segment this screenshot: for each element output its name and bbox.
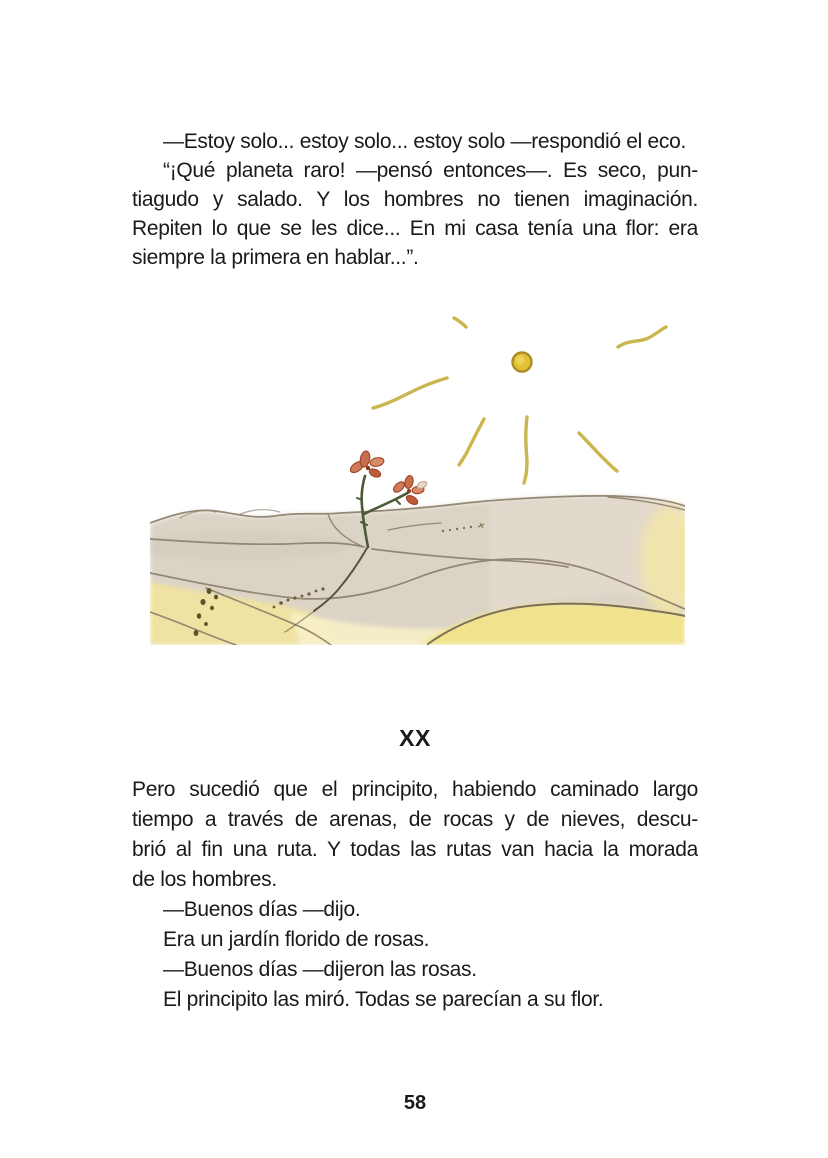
text-line: tiempo a través de arenas, de rocas y de nieves, descu- — [132, 808, 698, 831]
sun-ray-sw — [459, 419, 484, 465]
sun-ray-ne-long — [618, 327, 666, 347]
page-number: 58 — [403, 1092, 427, 1114]
text-line: —Buenos días —dijo. — [163, 898, 361, 921]
desert-illustration — [150, 310, 685, 645]
sun-rays — [373, 318, 666, 483]
text-line: Pero sucedió que el principito, habiendo caminado largo — [132, 778, 698, 801]
sun-ray-west-long — [373, 378, 447, 408]
desert-illustration-svg — [150, 310, 685, 645]
text-line: de los hombres. — [132, 868, 277, 891]
chapter-heading: XX — [399, 725, 431, 751]
paragraph-chapter-20 — [132, 775, 698, 1015]
paragraph-echo — [132, 127, 698, 272]
text-line: “¡Qué planeta raro! —pensó entonces—. Es seco, pun- — [163, 159, 698, 182]
text-line: Repiten lo que se les dice... En mi casa tenía una flor: era — [132, 217, 698, 240]
sun — [513, 353, 532, 372]
sun-ray-south — [524, 417, 527, 483]
sun-ray-se — [579, 433, 617, 471]
ridge-bump-2 — [238, 510, 280, 515]
text-line: Era un jardín florido de rosas. — [163, 928, 430, 951]
sun-ray-nw-short — [454, 318, 466, 327]
sun-highlight — [516, 356, 525, 365]
text-line: tiagudo y salado. Y los hombres no tienen imaginación. — [132, 188, 698, 211]
text-line: —Estoy solo... estoy solo... estoy solo —respondió el eco. — [163, 130, 687, 153]
flower-blossom-left — [348, 450, 384, 479]
text-line: brió al fin una ruta. Y todas las rutas van hacia la morada — [132, 838, 698, 861]
text-line: —Buenos días —dijeron las rosas. — [163, 958, 477, 981]
dune-washes — [150, 496, 685, 645]
text-line: El principito las miró. Todas se parecían a su flor. — [163, 988, 604, 1011]
text-line: siempre la primera en hablar...”. — [132, 246, 419, 269]
